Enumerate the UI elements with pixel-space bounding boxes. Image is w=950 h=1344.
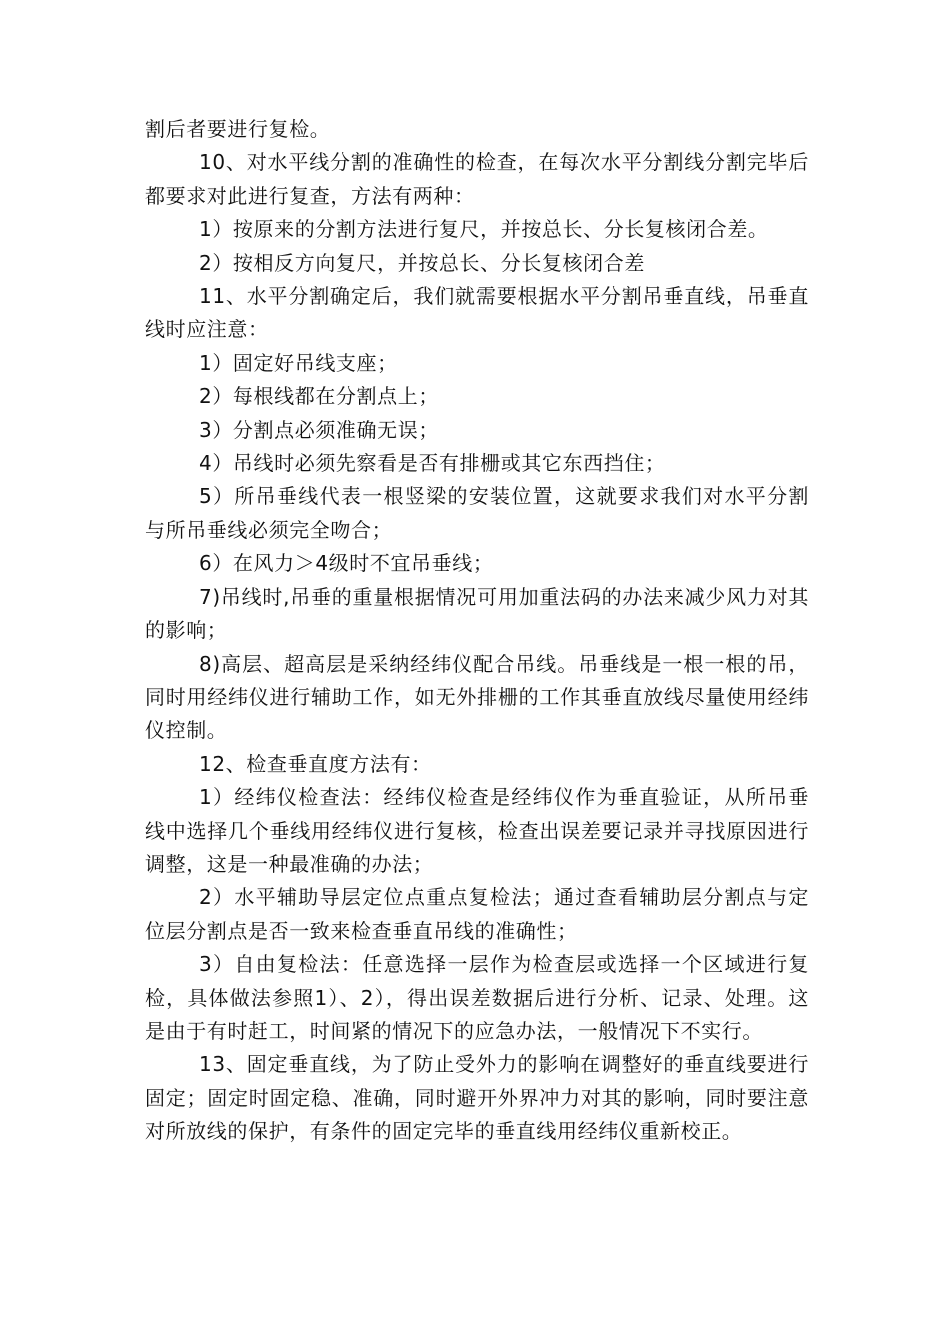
paragraph-subitem: 1）经纬仪检查法：经纬仪检查是经纬仪作为垂直验证，从所吊垂线中选择几个垂线用经纬仪进行复核，检查出误差要记录并寻找原因进行调整，这是一种最准确的办法； [145, 785, 809, 876]
paragraph-item-13: 13、固定垂直线，为了防止受外力的影响在调整好的垂直线要进行固定；固定时固定稳、准确，同时避开外界冲力对其的影响，同时要注意对所放线的保护，有条件的固定完毕的垂直线用经纬仪重新校正。 [145, 1052, 809, 1144]
paragraph-subitem: 7)吊线时,吊垂的重量根据情况可用加重法码的办法来减少风力对其的影响； [145, 584, 809, 643]
paragraph-continuation: 割后者要进行复检。 [145, 117, 331, 141]
paragraph-subitem: 8)高层、超高层是采纳经纬仪配合吊线。吊垂线是一根一根的吊，同时用经纬仪进行辅助工作，如无外排栅的工作其垂直放线尽量使用经纬仪控制。 [145, 651, 809, 743]
paragraph-item-12: 12、检查垂直度方法有： [199, 751, 432, 776]
paragraph-subitem: 1）按原来的分割方法进行复尺，并按总长、分长复核闭合差。 [199, 217, 769, 242]
paragraph-subitem: 2）水平辅助导层定位点重点复检法；通过查看辅助层分割点与定位层分割点是否一致来检查垂直吊线的准确性； [145, 885, 809, 943]
paragraph-subitem: 4）吊线时必须先察看是否有排栅或其它东西挡住； [199, 451, 666, 476]
paragraph-subitem: 6）在风力＞4级时不宜吊垂线； [199, 551, 494, 576]
document-body [145, 113, 809, 1149]
paragraph-subitem: 3）分割点必须准确无误； [199, 417, 439, 442]
paragraph-item-10: 10、对水平线分割的准确性的检查，在每次水平分割线分割完毕后都要求对此进行复查，方法有两种： [145, 150, 809, 208]
paragraph-subitem: 3）自由复检法：任意选择一层作为检查层或选择一个区域进行复检，具体做法参照1）、2），得出误差数据后进行分析、记录、处理。这是由于有时赶工，时间紧的情况下的应急办法，一般情况下不实行。 [145, 952, 809, 1043]
paragraph-subitem: 1）固定好吊线支座； [199, 350, 398, 375]
paragraph-subitem: 5）所吊垂线代表一根竖梁的安装位置，这就要求我们对水平分割与所吊垂线必须完全吻合； [145, 484, 809, 542]
paragraph-subitem: 2）每根线都在分割点上； [199, 384, 439, 409]
paragraph-subitem: 2）按相反方向复尺，并按总长、分长复核闭合差 [199, 250, 645, 275]
paragraph-item-11: 11、水平分割确定后，我们就需要根据水平分割吊垂直线，吊垂直线时应注意： [145, 284, 809, 342]
